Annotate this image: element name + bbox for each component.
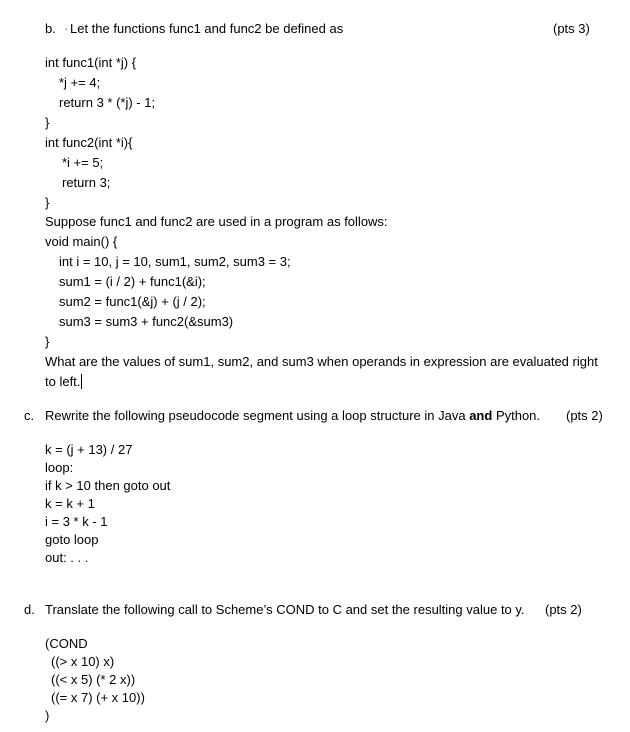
section-b-ask-line2: to left. bbox=[45, 374, 81, 389]
code-line: return 3; bbox=[62, 175, 111, 190]
code-line: } bbox=[45, 334, 50, 349]
code-line: int func1(int *j) { bbox=[45, 55, 137, 70]
section-b-question: Let the functions func1 and func2 be defined as bbox=[70, 21, 344, 36]
code-line: goto loop bbox=[45, 532, 99, 547]
section-d-question: Translate the following call to Scheme’s COND to C and set the resulting value to y. bbox=[45, 602, 525, 617]
section-d-points: (pts 2) bbox=[545, 602, 582, 617]
code-line: loop: bbox=[45, 460, 74, 475]
code-line: sum1 = (i / 2) + func1(&i); bbox=[59, 274, 206, 289]
code-line: ((< x 5) (* 2 x)) bbox=[51, 672, 136, 687]
section-d-label: d. bbox=[24, 602, 35, 617]
section-c-points: (pts 2) bbox=[566, 408, 603, 423]
code-line: i = 3 * k - 1 bbox=[45, 514, 108, 529]
code-line: k = (j + 13) / 27 bbox=[45, 442, 133, 457]
code-line: *j += 4; bbox=[59, 75, 101, 90]
section-c-label: c. bbox=[24, 408, 35, 423]
code-line: } bbox=[45, 195, 50, 210]
code-line: out: . . . bbox=[45, 550, 89, 565]
code-line: sum2 = func1(&j) + (j / 2); bbox=[59, 294, 206, 309]
code-line: k = k + 1 bbox=[45, 496, 95, 511]
section-b-ask-line1: What are the values of sum1, sum2, and sum3 when operands in expression are evaluated right bbox=[45, 354, 598, 369]
section-b-points: (pts 3) bbox=[553, 21, 590, 36]
code-line: if k > 10 then goto out bbox=[45, 478, 171, 493]
code-line: void main() { bbox=[45, 234, 118, 249]
code-line: sum3 = sum3 + func2(&sum3) bbox=[59, 314, 234, 329]
code-line: int i = 10, j = 10, sum1, sum2, sum3 = 3; bbox=[59, 254, 291, 269]
section-b-label: b. bbox=[45, 21, 56, 36]
code-line: *i += 5; bbox=[62, 155, 104, 170]
section-c-question: Rewrite the following pseudocode segment using a loop structure in Java and Python. bbox=[45, 408, 541, 423]
code-line: return 3 * (*j) - 1; bbox=[59, 95, 156, 110]
code-line: ((= x 7) (+ x 10)) bbox=[51, 690, 145, 705]
code-line: int func2(int *i){ bbox=[45, 135, 133, 150]
code-line: (COND bbox=[45, 636, 88, 651]
paragraph-marker: · bbox=[64, 21, 69, 36]
code-line: ((> x 10) x) bbox=[51, 654, 115, 669]
usage-intro: Suppose func1 and func2 are used in a program as follows: bbox=[45, 214, 388, 229]
code-line: ) bbox=[45, 708, 50, 723]
code-line: } bbox=[45, 115, 50, 130]
text-cursor bbox=[81, 374, 82, 389]
